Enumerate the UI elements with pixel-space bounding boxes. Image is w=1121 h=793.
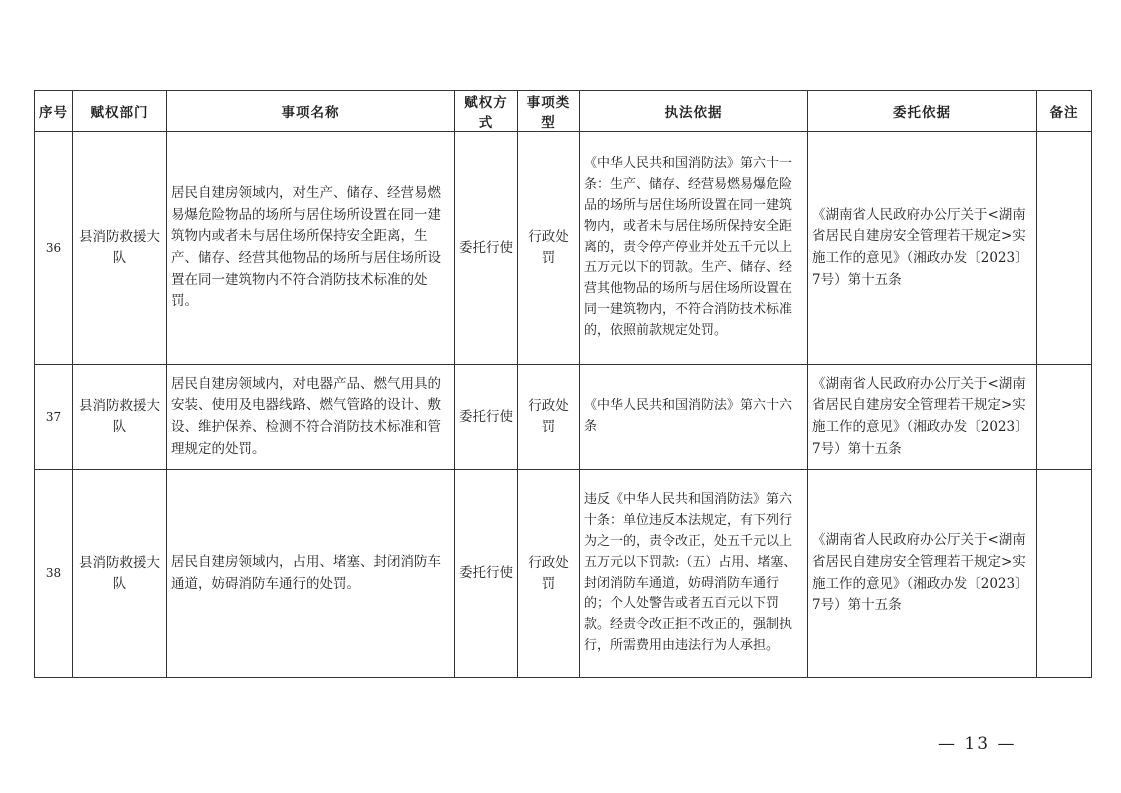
row-number: 36: [35, 132, 73, 365]
row-item-type: 行政处罚: [518, 470, 580, 678]
row-number: 38: [35, 470, 73, 678]
row-remarks: [1037, 365, 1092, 470]
row-department: 县消防救援大队: [73, 470, 167, 678]
row-item-type: 行政处罚: [518, 365, 580, 470]
authority-table: [34, 90, 1092, 678]
header-seq: 序号: [35, 91, 73, 132]
header-item-name: 事项名称: [167, 91, 455, 132]
row-remarks: [1037, 470, 1092, 678]
row-item-name: 居民自建房领域内，对生产、储存、经营易燃易爆危险物品的场所与居住场所设置在同一建筑物内或者未与居住场所保持安全距离，生产、储存、经营其他物品的场所与居住场所设置在同一建筑物内不符合消防技术标准的处罚。: [167, 132, 455, 365]
page-number: — 13 —: [938, 734, 1017, 754]
row-law-basis: 《中华人民共和国消防法》第六十一条：生产、储存、经营易燃易爆危险品的场所与居住场所设置在同一建筑物内，或者未与居住场所保持安全距离的，责令停产停业并处五千元以上五万元以下的罚款。生产、储存、经营其他物品的场所与居住场所设置在同一建筑物内，不符合消防技术标准的，依照前款规定处罚。: [580, 132, 808, 365]
row-number: 37: [35, 365, 73, 470]
header-delegation-basis: 委托依据: [808, 91, 1037, 132]
row-item-name: 居民自建房领域内，对电器产品、燃气用具的安装、使用及电器线路、燃气管路的设计、敷设、维护保养、检测不符合消防技术标准和管理规定的处罚。: [167, 365, 455, 470]
row-law-basis: 违反《中华人民共和国消防法》第六十条：单位违反本法规定，有下列行为之一的，责令改正，处五千元以上五万元以下罚款:（五）占用、堵塞、封闭消防车通道，妨碍消防车通行的；个人处警告或者五百元以下罚款。经责令改正拒不改正的，强制执行，所需费用由违法行为人承担。: [580, 470, 808, 678]
table-row: [35, 470, 1092, 678]
row-grant-method: 委托行使: [455, 365, 518, 470]
row-delegation-basis: 《湖南省人民政府办公厅关于<湖南省居民自建房安全管理若干规定>实施工作的意见》（湘政办发〔2023〕7号）第十五条: [808, 470, 1037, 678]
table-header-row: [35, 91, 1092, 132]
row-department: 县消防救援大队: [73, 132, 167, 365]
header-department: 赋权部门: [73, 91, 167, 132]
header-law-basis: 执法依据: [580, 91, 808, 132]
row-remarks: [1037, 132, 1092, 365]
table-row: [35, 132, 1092, 365]
row-department: 县消防救援大队: [73, 365, 167, 470]
header-item-type: 事项类型: [518, 91, 580, 132]
table-row: [35, 365, 1092, 470]
row-grant-method: 委托行使: [455, 470, 518, 678]
row-delegation-basis: 《湖南省人民政府办公厅关于<湖南省居民自建房安全管理若干规定>实施工作的意见》（湘政办发〔2023〕7号）第十五条: [808, 365, 1037, 470]
row-item-name: 居民自建房领域内，占用、堵塞、封闭消防车通道，妨碍消防车通行的处罚。: [167, 470, 455, 678]
row-grant-method: 委托行使: [455, 132, 518, 365]
row-delegation-basis: 《湖南省人民政府办公厅关于<湖南省居民自建房安全管理若干规定>实施工作的意见》（湘政办发〔2023〕7号）第十五条: [808, 132, 1037, 365]
row-law-basis: 《中华人民共和国消防法》第六十六条: [580, 365, 808, 470]
header-grant-method: 赋权方式: [455, 91, 518, 132]
row-item-type: 行政处罚: [518, 132, 580, 365]
header-remarks: 备注: [1037, 91, 1092, 132]
